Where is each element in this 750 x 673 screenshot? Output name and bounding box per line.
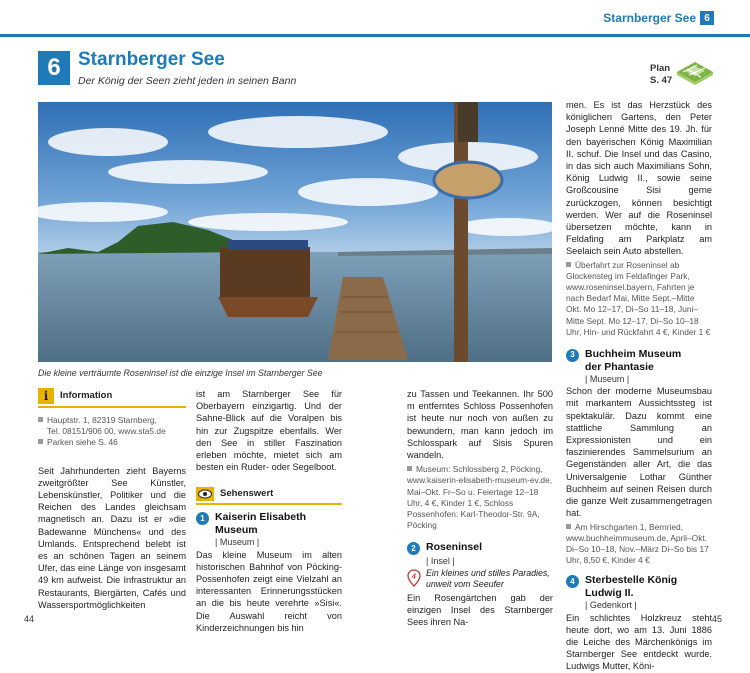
bullet-square-icon	[38, 417, 43, 422]
sight-3-meta: Am Hirschgarten 1, Bernried, www.buchheimmuseum.de, April–Okt. Di–So 10–18, Nov.–März Di–So bis 17 Uhr, 8,50 €, Kinder 4 €	[566, 521, 709, 566]
info-icon: i	[38, 388, 54, 404]
column-1	[38, 388, 186, 611]
intro-text-continued: ist am Starnberger See für Oberbayern einzigartig. Und der Sahne-Blick auf die Voralpen bis hin zur Zugspitze ebenfalls. Wer den See in stiller Faszination erleben möchte, mietet sich am besten ein Ruder- oder Segelboot.	[196, 389, 342, 473]
info-contact: Tel. 08151/906 00, www.sta5.de	[47, 426, 166, 437]
sight-4-number: 4	[566, 575, 579, 588]
sight-1-text-continued: zu Tassen und Teekannen. Ihr 500 m entferntes Schloss Possenhofen ist heute nur noch von außen zu bewundern, man kann jedoch im Schlosspark auf Sisis Spuren wandeln.	[407, 389, 553, 461]
intro-text: Seit Jahrhunderten zieht Bayerns zweitgrößter See Künstler, Lebenskünstler, Politiker und die Reichen des Landes gleichsam magnetisch an. Dazu ist er »die Badewanne Münchens« und des Umlands. Entsprechend belebt ist es an schönen Tagen an seinem Ufer, das eine Länge von insgesamt 49 km aufweist. Die Infrastruktur an Restaurants, Biergärten, Cafés und Wassersportmöglichkeiten	[38, 465, 186, 610]
sight-1-text: Das kleine Museum im alten historischen Bahnhof von Pöcking-Possenhofen zeigt eine Vielzahl an interessanten Erinnerungsstücken an die bis heute verehrte »Sisi«. Die Auswahl reicht von Kinderzeichnungen bis hin	[196, 549, 342, 633]
sight-4-header	[566, 574, 712, 599]
header-rule	[0, 34, 750, 37]
plan-reference	[650, 63, 672, 87]
page-number-left: 44	[24, 614, 35, 624]
running-head-number: 6	[700, 11, 714, 25]
column-3	[407, 388, 553, 628]
sight-4-text: Ein schlichtes Holzkreuz steht heute dort, wo am 13. Juni 1886 die Leiche des Märchenkönigs im Starnberger See entdeckt wurde. Ludwigs Mutter, Köni-	[566, 612, 712, 672]
sight-1-title: Kaiserin Elisabeth Museum	[215, 511, 307, 536]
photo-caption: Die kleine verträumte Roseninsel ist die einzige Insel im Starnberger See	[38, 368, 323, 378]
bullet-square-icon	[566, 262, 571, 267]
chapter-subtitle: Der König der Seen zieht jeden in seinen Bann	[78, 75, 297, 87]
chapter-number: 6	[38, 51, 70, 85]
svg-text:4: 4	[412, 573, 416, 581]
map-icon	[675, 58, 715, 86]
running-head-title: Starnberger See	[603, 11, 696, 25]
sight-2-tip	[407, 568, 553, 590]
info-header	[38, 388, 186, 408]
sights-label: Sehenswert	[220, 488, 274, 500]
sight-1-meta: Museum: Schlossberg 2, Pöcking, www.kaiserin-elisabeth-museum-ev.de, Mai–Okt. Fr–So u. Feiertage 12–18 Uhr, 4 €, Kinder 1 €, Schloss Possenhofen: Karl-Theodor-Str. 9A, Pöcking	[407, 464, 553, 531]
sight-3-title-line1: Buchheim Museum	[585, 348, 682, 361]
sight-2-title: Roseninsel	[426, 541, 483, 554]
sight-3-title	[585, 348, 681, 373]
page-number-right: 45	[712, 614, 723, 624]
sight-2-tip-line1: Ein kleines und stilles Paradies,	[426, 567, 550, 578]
eye-icon	[196, 487, 214, 501]
bullet-square-icon	[566, 524, 571, 529]
plan-page: S. 47	[650, 75, 673, 86]
running-head	[603, 11, 714, 25]
sight-3-header	[566, 348, 712, 373]
info-title: Information	[60, 389, 113, 401]
plan-label: Plan	[650, 63, 671, 74]
sight-4-tag: | Gedenkort |	[585, 600, 637, 611]
bullet-square-icon	[38, 439, 43, 444]
sight-1-tag: | Museum |	[215, 537, 260, 548]
column-2	[196, 388, 342, 634]
sight-2-header	[407, 541, 553, 555]
lake-photo	[38, 102, 552, 362]
sight-3-text: Schon der moderne Museumsbau mit markantem Aussichtssteg ist spektakulär. Dazu kommt eine stattliche Sammlung an Expressionisten und ein faszinierendes Sammelsurium an Gegenständen aller Art, die das Universalgenie Lothar Günther Buchheim auf seinen Reisen durch die ganze Welt zusammengetragen hat.	[566, 386, 712, 519]
sight-3-number: 3	[566, 349, 579, 362]
sights-header	[196, 487, 342, 505]
bullet-square-icon	[407, 466, 412, 471]
info-details	[38, 415, 186, 449]
sight-1-header	[196, 511, 342, 536]
column-4	[566, 99, 712, 673]
map-pin-icon	[407, 569, 421, 587]
chapter-title: Starnberger See	[78, 49, 225, 70]
sight-2-text-continued: men. Es ist das Herzstück des königlichen Gartens, den Peter Joseph Lenné Mitte des 19. Jh. für den bayerischen König Maximilian II. schuf. Die Insel und das Casino, in das sich auch Maximilians Sohn, König Ludwig II., sowie seine Großcousine Sisi gerne zurückzogen, können besichtigt werden. Wer auf die Roseninsel übersetzen möchte, kann in Feldafing am Parkplatz am Seelaich sein Auto abstellen.	[566, 100, 712, 257]
sight-2-text: Ein Rosengärtchen gab der einzigen Insel des Starnberger Sees ihren Na-	[407, 592, 553, 628]
sight-2-tag: | Insel |	[426, 556, 455, 567]
info-parking: Parken siehe S. 46	[38, 437, 186, 448]
sight-4-title: Sterbestelle König Ludwig II.	[585, 574, 678, 599]
sight-1-number: 1	[196, 512, 209, 525]
sight-3-title-line2: der Phantasie	[585, 360, 654, 373]
info-address: Hauptstr. 1, 82319 Starnberg,	[38, 415, 186, 426]
sight-2-tip-line2: unweit vom Seeufer	[426, 578, 504, 589]
sight-3-tag: | Museum |	[585, 374, 630, 385]
sight-2-meta: Überfahrt zur Roseninsel ab Glockensteg im Feldafinger Park, www.roseninsel.bayern, Fahrten je nach Bedarf Mai, Mitte Sept.–Mitte Okt. Mo 12–17, Di–So 11–18, Juni–Mitte Sept. Mo 12–17, Di–So 10–18 Uhr, Hin- und Rückfahrt 4 €, Kinder 1 €	[566, 259, 711, 337]
sight-2-number: 2	[407, 542, 420, 555]
